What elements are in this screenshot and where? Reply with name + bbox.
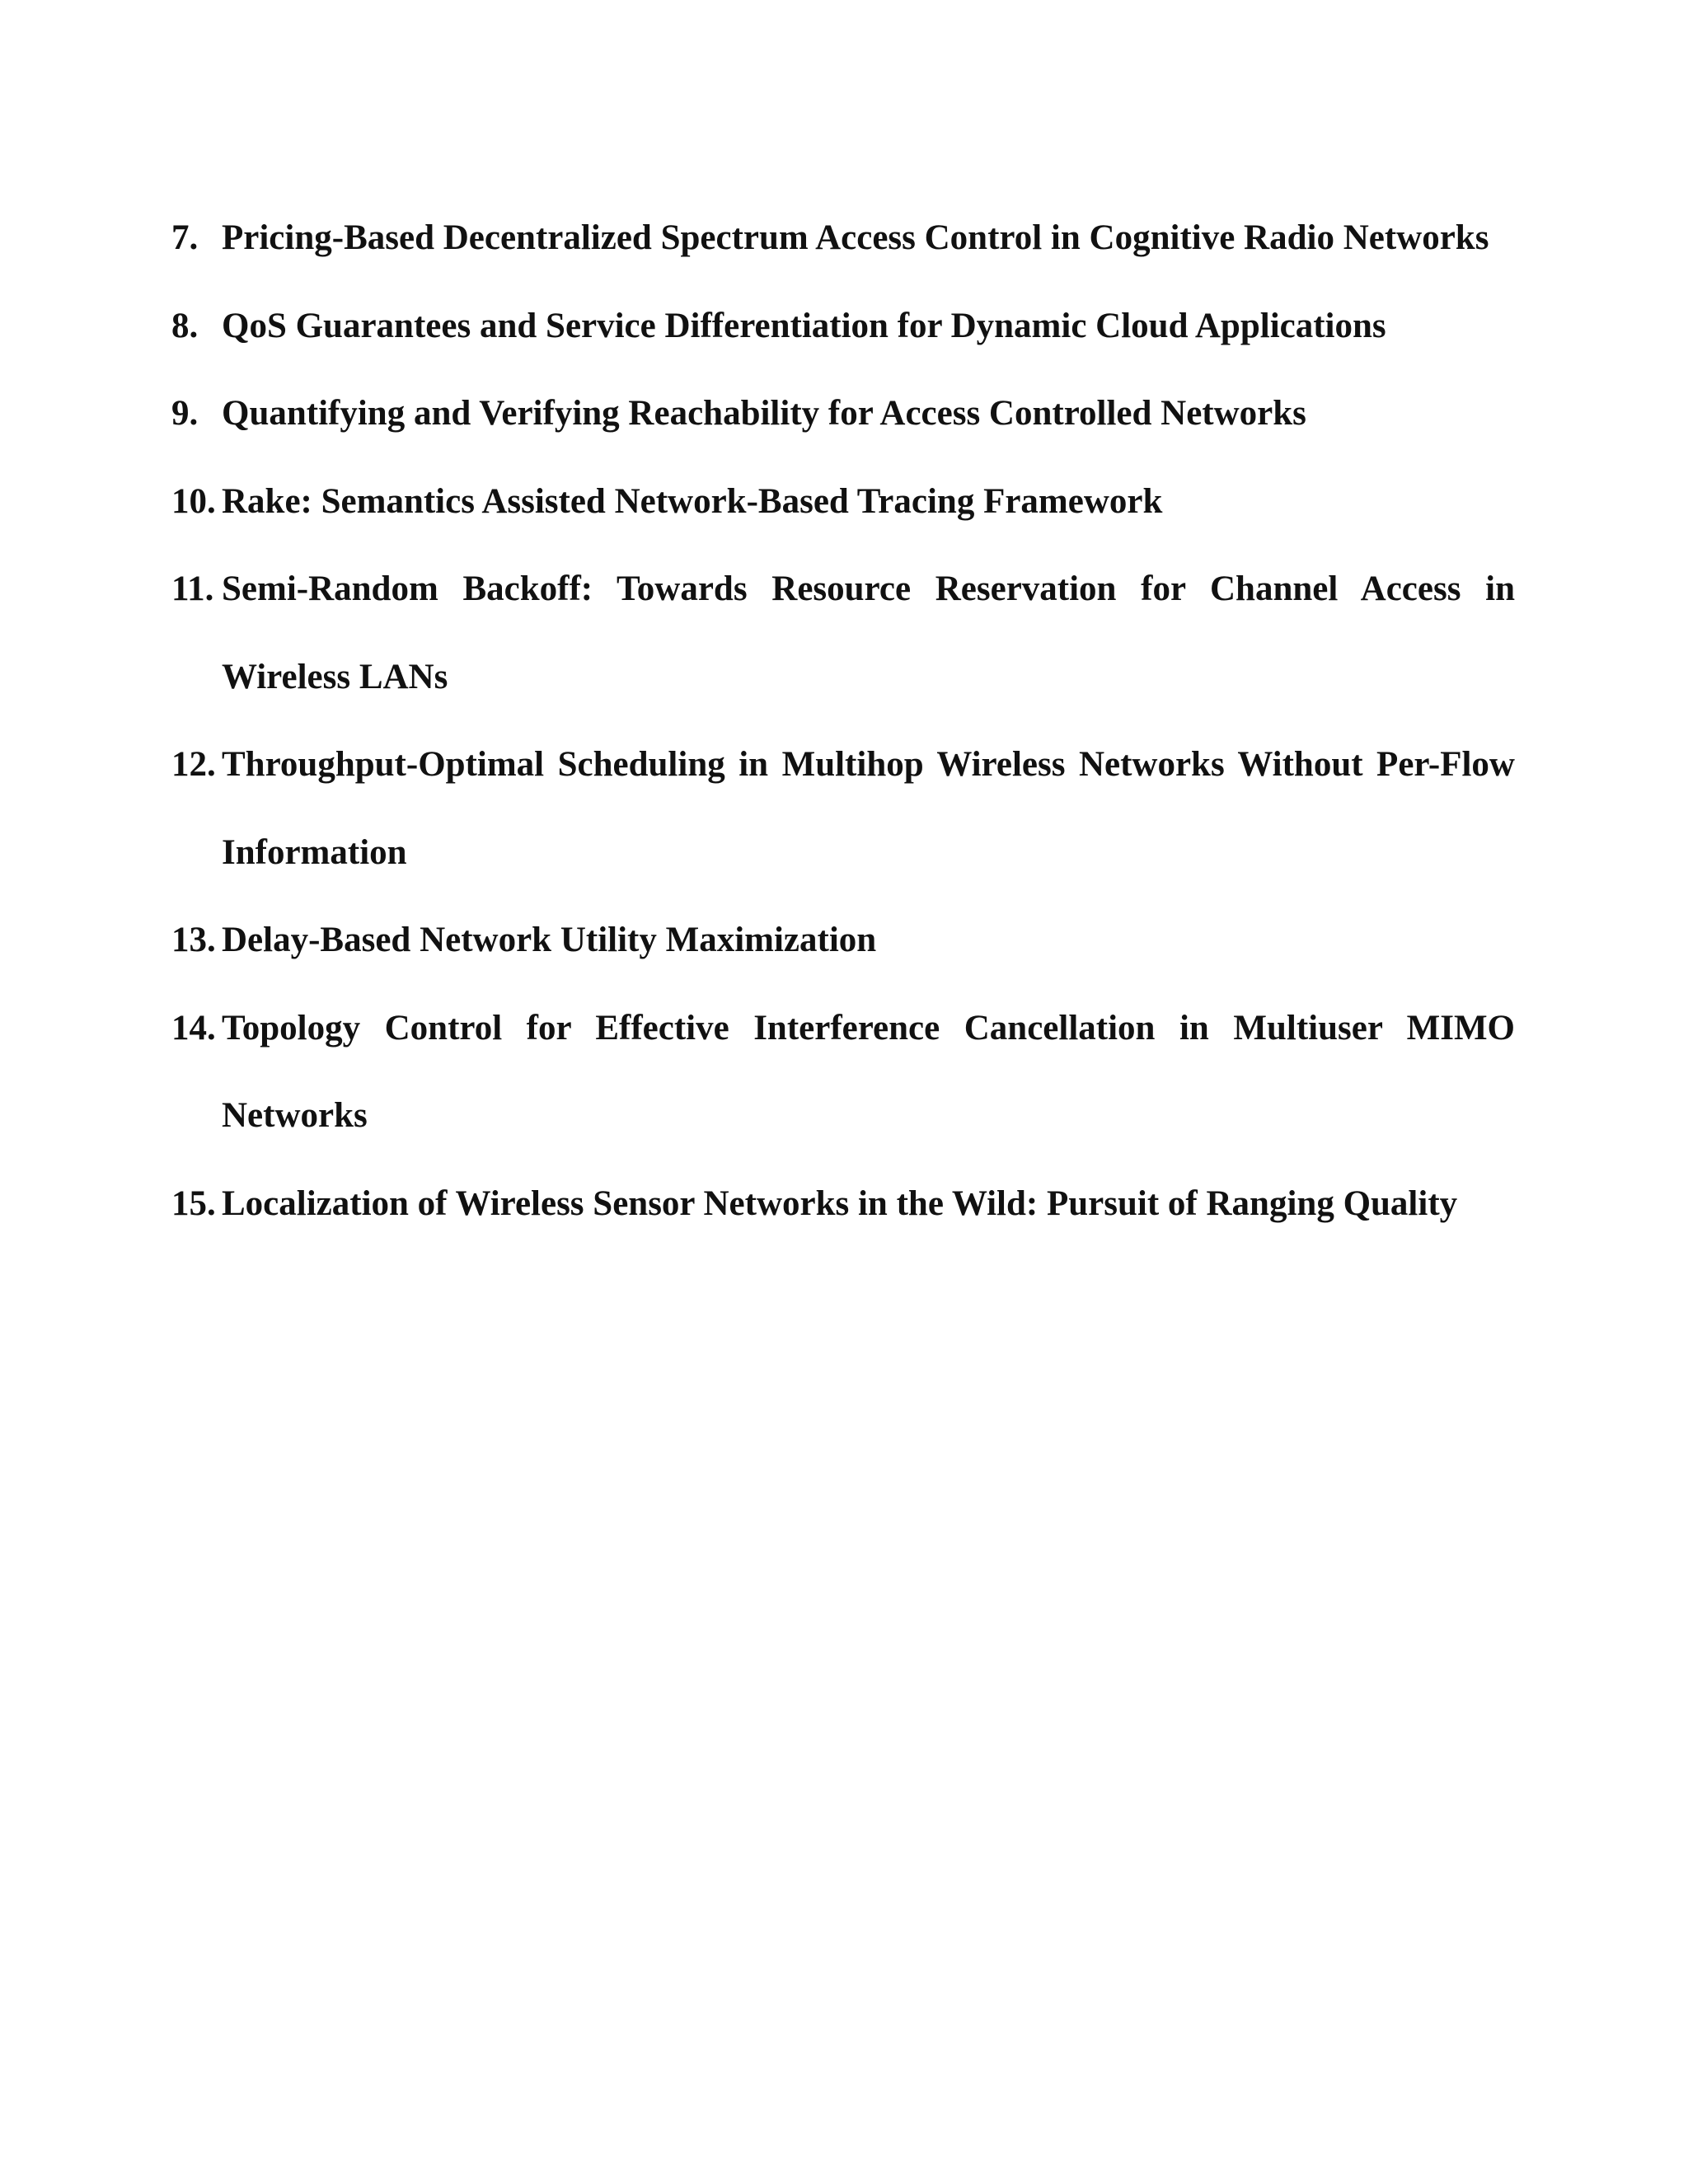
item-title: Topology Control for Effective Interference Cancellation in Multiuser MIMO Networks — [222, 1008, 1515, 1135]
item-number: 9. — [171, 394, 199, 433]
item-title: Quantifying and Verifying Reachability for Access Controlled Networks — [222, 394, 1306, 433]
item-number: 14. — [171, 1008, 216, 1047]
item-title: Rake: Semantics Assisted Network-Based Tracing Framework — [222, 481, 1163, 521]
item-number: 7. — [171, 218, 199, 257]
list-item — [171, 721, 1515, 897]
list-item — [171, 283, 1515, 371]
item-title: Pricing-Based Decentralized Spectrum Access Control in Cognitive Radio Networks — [222, 218, 1489, 257]
item-number: 8. — [171, 306, 199, 345]
list-item — [171, 458, 1515, 546]
item-title: Localization of Wireless Sensor Networks in the Wild: Pursuit of Ranging Quality — [222, 1183, 1458, 1223]
item-title: QoS Guarantees and Service Differentiation for Dynamic Cloud Applications — [222, 306, 1386, 345]
list-item — [171, 546, 1515, 721]
item-number: 11. — [171, 569, 214, 608]
item-number: 12. — [171, 745, 216, 784]
list-item — [171, 985, 1515, 1160]
list-item — [171, 194, 1515, 283]
item-number: 13. — [171, 921, 216, 959]
list-item — [171, 370, 1515, 458]
list-item — [171, 1160, 1515, 1249]
item-title: Throughput-Optimal Scheduling in Multihop Wireless Networks Without Per-Flow Information — [222, 745, 1515, 872]
item-title: Semi-Random Backoff: Towards Resource Reservation for Channel Access in Wireless LANs — [222, 569, 1515, 696]
paper-title-list — [171, 194, 1515, 1248]
list-item — [171, 897, 1515, 985]
item-number: 15. — [171, 1183, 216, 1223]
item-title: Delay-Based Network Utility Maximization — [222, 921, 877, 959]
item-number: 10. — [171, 481, 216, 521]
